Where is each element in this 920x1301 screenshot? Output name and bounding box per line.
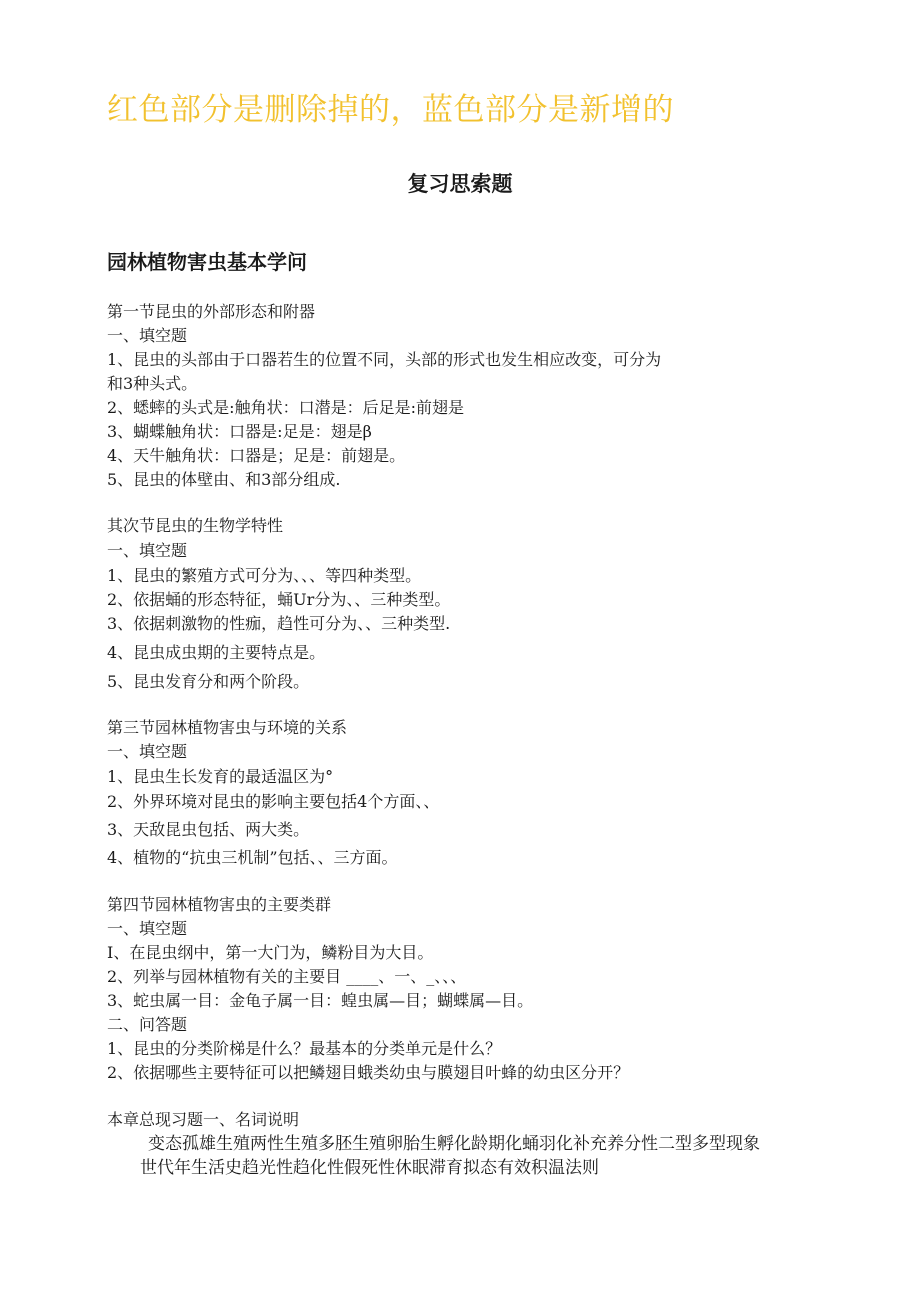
section-heading: 第三节园林植物害虫与环境的关系 [107, 718, 348, 737]
question-line: 3、蛇虫属一目：金龟子属一目：蝗虫属—目；蝴蝶属—目。 [107, 991, 534, 1010]
terms-line: 变态孤雄生殖两性生殖多胚生殖卵胎生孵化龄期化蛹羽化补充养分性二型多型现象 [148, 1134, 760, 1154]
question-line: 2、列举与园林植物有关的主要目 ____、一、_、、、 [107, 967, 467, 986]
summary-heading: 本章总现习题一、名词说明 [107, 1110, 300, 1129]
section-heading: 第四节园林植物害虫的主要类群 [107, 895, 332, 914]
question-line: 4、天牛触角状：口器是；足是：前翅是。 [107, 446, 406, 465]
question-line: 5、昆虫发育分和两个阶段。 [107, 672, 310, 691]
question-line: 1、昆虫的繁殖方式可分为、、、等四种类型。 [107, 566, 422, 585]
document-title: 复习思索题 [407, 172, 513, 196]
section-subheading: 一、填空题 [107, 919, 188, 938]
question-line: 1、昆虫生长发育的最适温区为° [107, 767, 334, 786]
question-line: 2、外界环境对昆虫的影响主要包括4个方面、、 [107, 792, 440, 811]
question-line: 4、昆虫成虫期的主要特点是。 [107, 643, 326, 662]
question-line: I、在昆虫纲中，第一大门为，鳞粉目为大目。 [107, 943, 434, 962]
question-line: 1、昆虫的分类阶梯是什么？最基本的分类单元是什么？ [107, 1039, 502, 1058]
section-subheading: 二、问答题 [107, 1015, 188, 1034]
question-line: 2、蟋蟀的头式是:触角状：口潜是：后足是:前翅是 [107, 398, 464, 417]
section-subheading: 一、填空题 [107, 541, 188, 560]
terms-line: 世代年生活史趋光性趋化性假死性休眠滞育拟态有效积温法则 [140, 1158, 599, 1178]
edit-notice: 红色部分是删除掉的，蓝色部分是新增的 [107, 92, 674, 128]
question-line: 2、依据哪些主要特征可以把鳞翅目蛾类幼虫与膜翅目叶蜂的幼虫区分开？ [107, 1063, 630, 1082]
question-line: 3、天敌昆虫包括、两大类。 [107, 820, 310, 839]
question-line: 3、依据刺激物的性痂，趋性可分为、、三种类型. [107, 614, 451, 633]
section-heading: 第一节昆虫的外部形态和附器 [107, 302, 316, 321]
question-line: 2、依据蛹的形态特征，蛹Ur分为、、三种类型。 [107, 590, 451, 609]
question-line: 1、昆虫的头部由于口器若生的位置不同，头部的形式也发生相应改变，可分为 [107, 350, 662, 369]
question-line: 3、蝴蝶触角状：口器是:足是：翅是β [107, 422, 372, 441]
section-heading: 其次节昆虫的生物学特性 [107, 516, 284, 535]
question-line: 和3种头式。 [107, 374, 198, 393]
section-subheading: 一、填空题 [107, 742, 188, 761]
section-subheading: 一、填空题 [107, 326, 188, 345]
question-line: 4、植物的“抗虫三机制”包括、、三方面。 [107, 848, 398, 867]
question-line: 5、昆虫的体壁由、和3部分组成. [107, 470, 341, 489]
chapter-title: 园林植物害虫基本学问 [107, 250, 307, 274]
